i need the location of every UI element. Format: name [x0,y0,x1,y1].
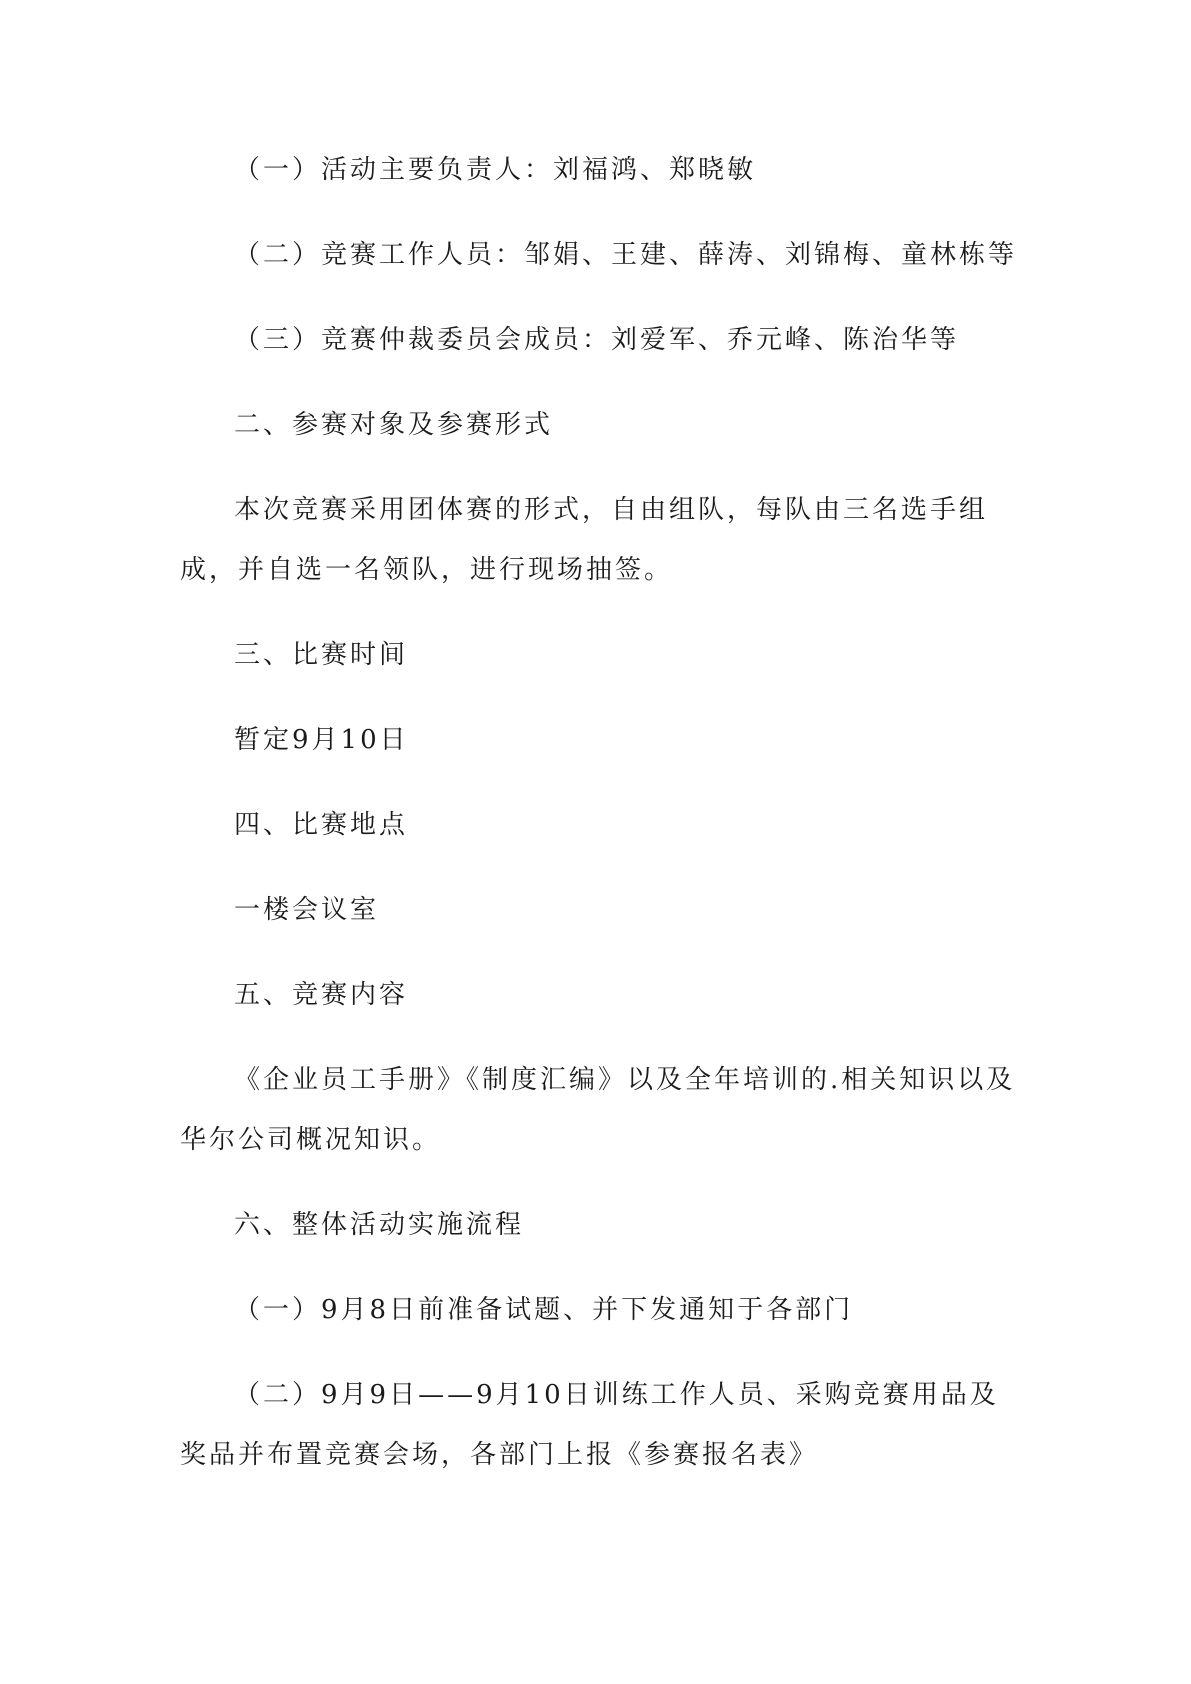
location-paragraph: 一楼会议室 [234,895,380,925]
staff-line: （二）竞赛工作人员：邹娟、王建、薛涛、刘锦梅、童林栋等 [234,240,1018,270]
section-heading-time: 三、比赛时间 [234,640,409,670]
time-paragraph: 暂定9月10日 [234,725,409,755]
participants-paragraph: 本次竞赛采用团体赛的形式，自由组队，每队由三名选手组成，并自选一名领队，进行现场抽签。 [180,495,989,585]
section-heading-process: 六、整体活动实施流程 [234,1210,525,1240]
document-body [180,140,1020,1510]
section-heading-location: 四、比赛地点 [234,810,409,840]
responsible-persons-line: （一）活动主要负责人：刘福鸿、郑晓敏 [234,155,757,185]
section-heading-content: 五、竞赛内容 [234,980,409,1010]
content-paragraph: 《企业员工手册》《制度汇编》以及全年培训的.相关知识以及华尔公司概况知识。 [180,1065,1016,1155]
process-step-2: （二）9月9日——9月10日训练工作人员、采购竞赛用品及奖品并布置竞赛会场，各部门上报《参赛报名表》 [180,1380,999,1470]
arbitration-committee-line: （三）竞赛仲裁委员会成员：刘爱军、乔元峰、陈治华等 [234,325,960,355]
process-step-1: （一）9月8日前准备试题、并下发通知于各部门 [234,1295,854,1325]
section-heading-participants: 二、参赛对象及参赛形式 [234,410,554,440]
